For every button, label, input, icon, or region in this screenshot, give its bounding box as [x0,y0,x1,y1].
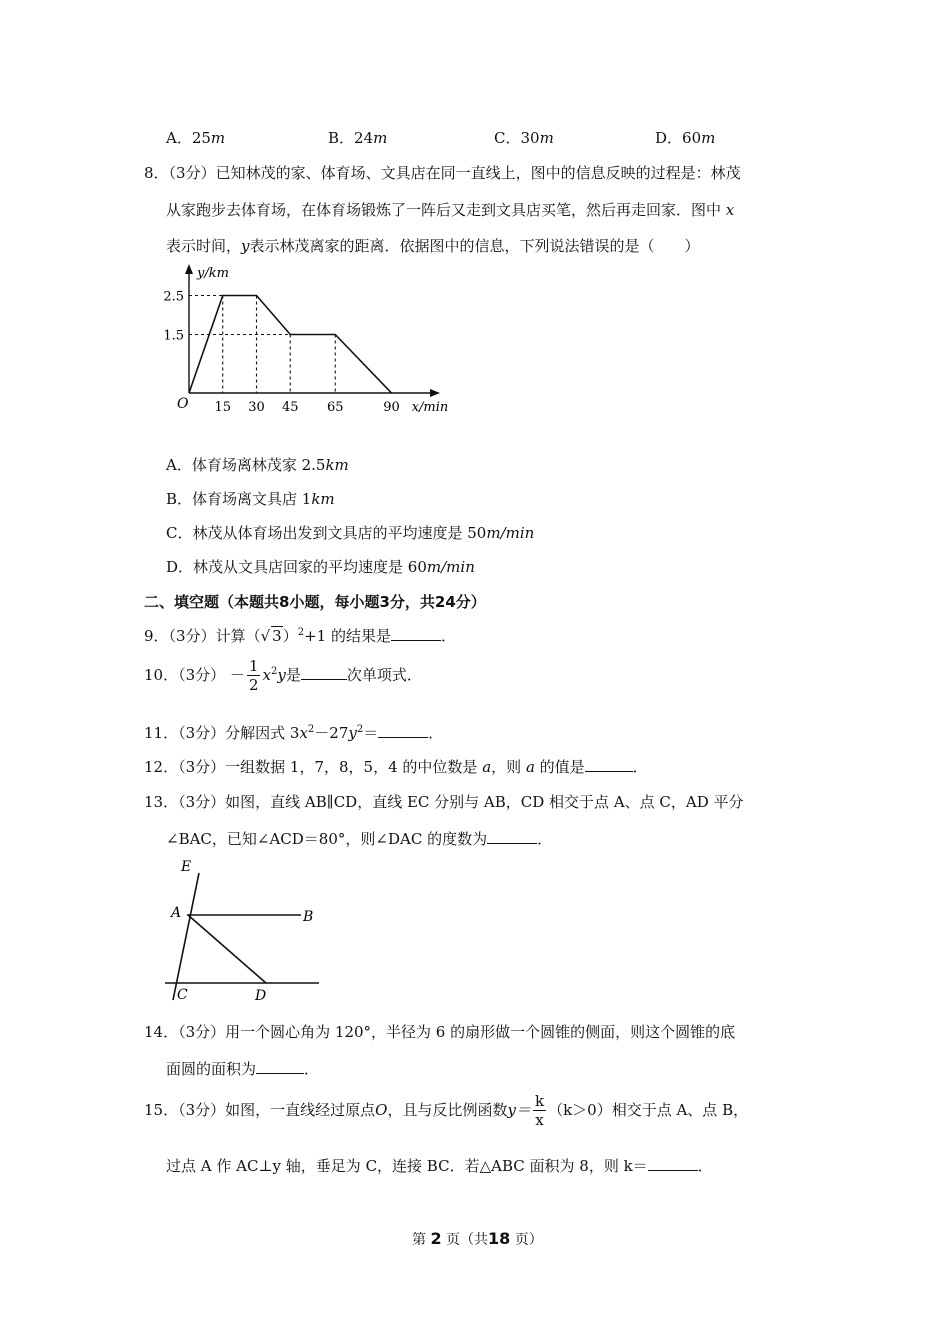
y-axis-label: y/km [197,266,229,281]
label-b: B [303,909,314,925]
y-tick-label-2.5: 2.5 [163,289,184,305]
q8-distance-time-chart [155,262,455,422]
q7-option-c: C．30m [494,129,554,147]
q14-line-1: 14．（3分）用一个圆心角为 120°，半径为 6 的扇形做一个圆锥的侧面，则这个圆锥的底 [144,1023,736,1041]
q8-option-a: A．体育场离林茂家 2.5km [166,456,349,474]
x-tick-label-30: 30 [248,400,265,415]
x-axis-label: x/min [411,400,449,415]
q8-line-3: 表示时间，y表示林茂离家的距离．依据图中的信息，下列说法错误的是（ ） [166,237,700,255]
q13-line-1: 13．（3分）如图，直线 AB∥CD，直线 EC 分别与 AB，CD 相交于点 A、点 C，AD 平分 [144,793,744,811]
label-c: C [177,987,188,1003]
page-footer: 第 2 页（共18 页） [412,1229,543,1248]
x-tick-label-65: 65 [326,400,344,415]
line-ad [188,915,266,983]
x-axis-arrow [430,389,440,397]
q8-option-d: D．林茂从文具店回家的平均速度是 60m/min [166,558,475,576]
q13-answer-blank[interactable] [487,829,537,844]
q11: 11．（3分）分解因式 $3x^2-27y^2=$ ． [144,724,444,742]
q8-option-b: B．体育场离文具店 1km [166,490,335,508]
q10-answer-blank[interactable] [301,665,347,680]
q14-line-2: 面圆的面积为 ． [166,1060,320,1078]
q9-answer-blank[interactable] [391,626,441,641]
q8-line-2: 从家跑步去体育场，在体育场锻炼了一阵后又走到文具店买笔，然后再走回家．图中 x [166,201,735,219]
q12-answer-blank[interactable] [585,757,633,772]
label-a: A [171,905,182,921]
q13-geometry-figure [155,855,335,1007]
y-axis-arrow [185,264,193,274]
y-tick-label-1.5: 1.5 [163,328,184,344]
label-e: E [181,859,192,875]
q8-option-c: C．林茂从体育场出发到文具店的平均速度是 50m/min [166,524,535,542]
q7-option-d: D．60m [655,129,716,147]
q15-line-1: 15．（3分）如图，一直线经过原点O，且与反比例函数y＝ $\frac{k}{x}$ （k＞0）相交于点 A、点 B， [144,1092,749,1129]
q7-option-b: B．24m [328,129,388,147]
q7-option-a: A．25m [166,129,226,147]
x-tick-label-45: 45 [281,400,299,415]
label-d: D [255,988,267,1004]
q14-answer-blank[interactable] [256,1059,304,1074]
q12: 12．（3分）一组数据 1，7，8，5，4 的中位数是 a，则 a 的值是 ． [144,758,648,776]
q15-line-2: 过点 A 作 AC⊥y 轴，垂足为 C，连接 BC．若△ABC 面积为 8，则 k＝ ． [166,1157,713,1175]
x-tick-label-90: 90 [383,400,400,415]
x-tick-label-15: 15 [214,400,232,415]
q9: 9．（3分）计算（√ 3）$^2$+1 的结果是 ． [144,627,457,645]
q8-line-1: 8．（3分）已知林茂的家、体育场、文具店在同一直线上，图中的信息反映的过程是：林茂 [144,164,741,182]
line-ec [173,873,199,1000]
q13-line-2: ∠BAC，已知∠ACD＝80°，则∠DAC 的度数为 ． [166,830,553,848]
section-2-title: 二、填空题（本题共8小题，每小题3分，共24分） [144,593,486,611]
origin-label: O [177,396,189,412]
q15-answer-blank[interactable] [648,1156,698,1171]
q11-answer-blank[interactable] [378,723,428,738]
q10: 10．（3分） － $\frac{1}{2}$ $x^2y$是 次单项式． [144,657,422,694]
